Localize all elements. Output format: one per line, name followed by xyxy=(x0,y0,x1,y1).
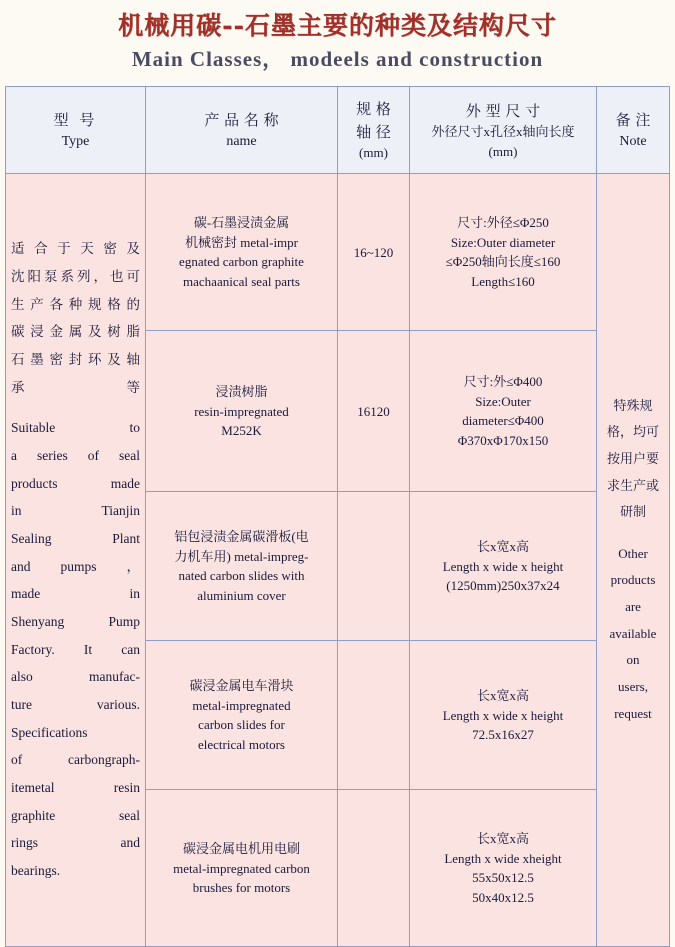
product-name-cell xyxy=(146,790,338,947)
product-spec-cell xyxy=(338,790,410,947)
type-line-cn: 石墨密封环及轴 xyxy=(11,351,140,368)
product-spec-line: 120 xyxy=(373,244,394,260)
header-spec-cn-1: 规 格 xyxy=(356,100,391,119)
header-dim-unit: (mm) xyxy=(488,143,518,159)
product-dimension-cell xyxy=(410,174,597,331)
product-dimension-lines xyxy=(415,829,591,907)
header-type-en: Type xyxy=(61,134,90,150)
product-name-cell xyxy=(146,174,338,331)
product-name-line: 碳-石墨浸渍金属 xyxy=(193,215,290,231)
type-line-en: bearings. xyxy=(11,862,61,878)
type-line-en: Sealing Plant xyxy=(11,530,140,546)
product-name-cell xyxy=(146,492,338,641)
type-line-en: in Tianjin xyxy=(11,503,140,519)
header-dim-cn-2: 外径尺寸x孔径x轴向长度 xyxy=(431,124,575,140)
product-name-line: 机械密封 metal-impr xyxy=(184,234,298,250)
remark-line-en: are xyxy=(625,599,641,615)
type-line-cn: 沈阳泵系列，也可 xyxy=(11,268,140,285)
header-name xyxy=(146,87,338,174)
product-spec-line: ~ xyxy=(366,244,374,260)
header-spec-cn-2: 轴 径 xyxy=(356,122,391,141)
table-body xyxy=(6,174,670,947)
product-dimension-cell xyxy=(410,331,597,492)
product-dimension-line: Size:Outer xyxy=(475,393,531,409)
product-name-line: 碳浸金属电机用电刷 xyxy=(182,841,300,857)
product-dimension-line: ≤Φ250轴向长度≤160 xyxy=(445,254,561,270)
product-name-line: resin-impregnated xyxy=(194,403,289,419)
type-line-cn: 生产各种规格的 xyxy=(11,296,140,313)
product-spec-lines xyxy=(343,243,404,263)
remark-line-cn: 求生产或 xyxy=(606,478,659,494)
remark-line-cn: 特殊规 xyxy=(613,398,653,414)
table-row xyxy=(6,174,670,331)
product-dimension-line: Size:Outer diameter xyxy=(450,234,556,250)
product-name-line: M252K xyxy=(221,423,262,439)
remark-line-en: request xyxy=(614,705,652,721)
type-line-en: products made xyxy=(11,475,140,491)
product-dimension-line: (1250mm)250x37x24 xyxy=(446,578,560,594)
product-table xyxy=(5,86,670,947)
product-name-line: machaanical seal parts xyxy=(183,273,300,289)
type-line-cn: 适合于天密及 xyxy=(11,241,140,258)
product-name-line: 铝包浸渍金属碳滑板(电 xyxy=(174,529,309,545)
type-line-en: and pumps ， xyxy=(11,558,140,574)
page-title-english: Main Classes， modeels and construction xyxy=(131,47,544,72)
table-header-row xyxy=(6,87,670,174)
type-line-en: a series of seal xyxy=(11,447,140,463)
remark-line-en: on xyxy=(626,652,640,668)
type-line-en: also manufac- xyxy=(11,669,140,685)
type-description-cell xyxy=(6,174,146,947)
title-block xyxy=(0,0,675,72)
product-name-line: 碳浸金属电车滑块 xyxy=(189,678,294,694)
type-line-en: Factory. It can xyxy=(11,641,140,657)
header-remark xyxy=(597,87,670,174)
remark-line-en: users, xyxy=(618,679,648,694)
remark-line-cn: 格，均可 xyxy=(606,425,659,441)
header-remark-cn: 备 注 xyxy=(615,110,651,129)
product-spec-line: 16 xyxy=(353,244,367,260)
product-dimension-line: 72.5x16x27 xyxy=(472,727,534,743)
product-dimension-line: Φ370xΦ170x150 xyxy=(457,432,549,448)
product-name-line: electrical motors xyxy=(198,736,285,752)
product-dimension-line: 长x宽x高 xyxy=(476,831,529,847)
remark-spacer xyxy=(602,527,664,541)
product-name-line: egnated carbon graphite xyxy=(179,254,304,270)
type-spacer xyxy=(11,402,140,414)
product-dimension-line: 55x50x12.5 xyxy=(472,870,534,886)
remark-line-cn: 按用户要 xyxy=(606,451,659,467)
product-dimension-line: 长x宽x高 xyxy=(476,539,529,555)
type-description-chinese xyxy=(11,236,140,402)
header-type-cn: 型 号 xyxy=(53,110,98,129)
product-name-cell xyxy=(146,331,338,492)
type-line-cn: 碳浸金属及树脂 xyxy=(11,324,140,341)
remark-cell xyxy=(597,174,670,947)
product-dimension-lines xyxy=(415,213,591,291)
header-name-cn: 产 品 名 称 xyxy=(204,110,279,129)
type-line-cn: 承等 xyxy=(11,379,140,396)
type-line-en: itemetal resin xyxy=(11,779,140,795)
header-spec-unit: (mm) xyxy=(359,145,388,161)
product-spec-cell xyxy=(338,492,410,641)
product-spec-cell xyxy=(338,174,410,331)
product-dimension-lines xyxy=(415,372,591,450)
type-line-en: Suitable to xyxy=(11,420,140,436)
type-line-en: ture various. xyxy=(11,696,140,712)
product-dimension-line: Length≤160 xyxy=(471,273,535,289)
product-dimension-line: 长x宽x高 xyxy=(476,688,529,704)
type-line-en: of carbongraph- xyxy=(11,752,140,768)
header-dim-cn-1: 外 型 尺 寸 xyxy=(465,101,541,120)
header-type xyxy=(6,87,146,174)
product-name-lines xyxy=(151,382,332,441)
product-dimension-line: diameter≤Φ400 xyxy=(462,413,544,429)
product-name-line: aluminium cover xyxy=(197,587,286,603)
product-dimension-lines xyxy=(415,537,591,596)
product-dimension-line: 尺寸:外≤Φ400 xyxy=(463,374,543,390)
product-name-line: carbon slides for xyxy=(198,717,285,733)
type-line-en: graphite seal xyxy=(11,807,140,823)
product-spec-line: 16 xyxy=(357,403,371,419)
product-name-line: 力机车用) metal-impreg- xyxy=(174,548,309,564)
product-name-line: nated carbon slides with xyxy=(178,568,305,584)
type-line-en: Shenyang Pump xyxy=(11,613,140,629)
product-name-line: metal-impregnated carbon xyxy=(173,860,310,876)
remark-english xyxy=(602,541,664,727)
product-dimension-cell xyxy=(410,641,597,790)
product-spec-line: 120 xyxy=(370,403,390,419)
product-name-lines xyxy=(151,676,332,754)
product-dimension-cell xyxy=(410,492,597,641)
product-spec-lines xyxy=(343,402,404,422)
header-spec xyxy=(338,87,410,174)
product-dimension-line: Length x wide xheight xyxy=(444,850,562,866)
remark-line-en: available xyxy=(609,625,657,641)
remark-line-en: products xyxy=(610,572,656,588)
type-line-en: made in xyxy=(11,586,140,602)
type-line-en: Specifications xyxy=(11,724,88,740)
product-name-line: metal-impregnated xyxy=(192,697,291,713)
product-name-lines xyxy=(151,213,332,291)
type-line-en: rings and xyxy=(11,835,140,851)
product-name-cell xyxy=(146,641,338,790)
remark-line-en: Other xyxy=(618,545,648,561)
product-name-lines xyxy=(151,839,332,898)
remark-chinese xyxy=(602,394,664,527)
product-name-line: 浸渍树脂 xyxy=(215,384,268,400)
header-dimensions xyxy=(410,87,597,174)
product-name-line: brushes for motors xyxy=(192,880,291,896)
product-name-lines xyxy=(151,527,332,605)
product-dimension-line: 50x40x12.5 xyxy=(472,889,534,905)
table-header xyxy=(6,87,670,174)
product-dimension-lines xyxy=(415,686,591,745)
product-dimension-cell xyxy=(410,790,597,947)
remark-line-cn: 研制 xyxy=(619,505,646,521)
header-name-en: name xyxy=(226,134,257,150)
product-spec-cell xyxy=(338,641,410,790)
type-description-english xyxy=(11,414,140,884)
product-spec-cell xyxy=(338,331,410,492)
product-dimension-line: 尺寸:外径≤Φ250 xyxy=(457,215,549,231)
product-dimension-line: Length x wide x height xyxy=(442,558,564,574)
product-dimension-line: Length x wide x height xyxy=(442,707,564,723)
page-title-chinese: 机械用碳--石墨主要的种类及结构尺寸 xyxy=(118,11,557,40)
header-remark-en: Note xyxy=(619,134,647,150)
